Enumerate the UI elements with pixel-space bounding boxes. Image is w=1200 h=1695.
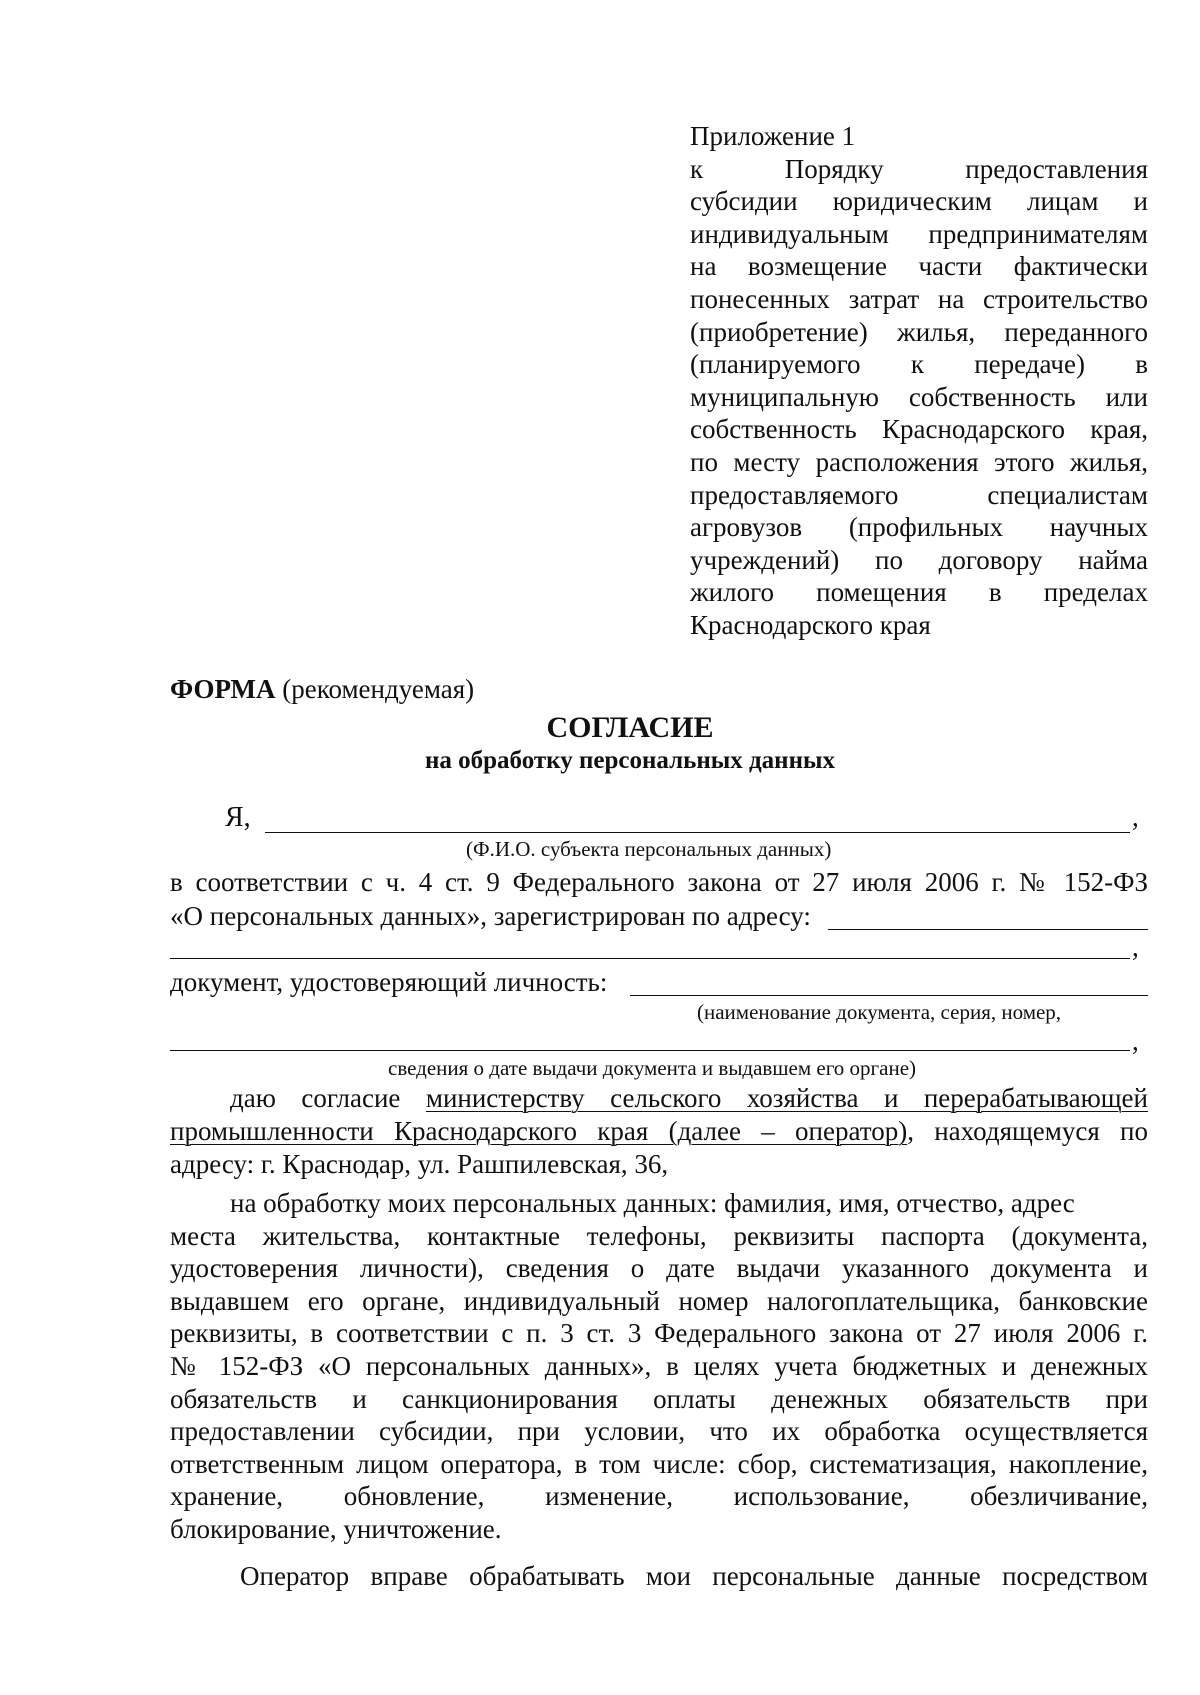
appendix-line: по месту расположения этого жилья, <box>690 446 1148 477</box>
address-row <box>170 900 1148 934</box>
document-label: документ, удостоверяющий личность: <box>170 967 608 997</box>
document-field[interactable] <box>630 995 1148 996</box>
appendix-line: собственность Краснодарского края, <box>690 414 1148 445</box>
processing-line: ответственным лицом оператора, в том числе: сбор, систематизация, накопление, <box>170 1448 1148 1479</box>
appendix-line: субсидии юридическим лицам и <box>690 186 1148 217</box>
appendix-line: к Порядку предоставления <box>690 153 1148 184</box>
appendix-line: понесенных затрат на строительство <box>690 283 1148 314</box>
fio-field[interactable] <box>265 832 1130 833</box>
operator-name-part-1: министерству сельского хозяйства и перерабатывающей <box>425 1083 1148 1113</box>
fio-prefix: Я, <box>225 802 251 833</box>
processing-line: хранение, обновление, изменение, использование, обезличивание, <box>170 1481 1148 1512</box>
appendix-line: агровузов (профильных научных <box>690 512 1148 543</box>
address-continuation-row <box>170 930 1148 964</box>
consent-prefix: даю согласие <box>230 1083 426 1113</box>
address-comma: , <box>1132 932 1139 962</box>
processing-line: реквизиты, в соответствии с п. 3 ст. 3 Федерального закона от 27 июля 2006 г. <box>170 1318 1148 1349</box>
document-continuation-row <box>170 1022 1148 1056</box>
document-subtitle: на обработку персональных данных <box>425 747 835 774</box>
appendix-line: (приобретение) жилья, переданного <box>690 316 1148 347</box>
form-label <box>170 673 474 705</box>
consent-line-1 <box>170 1082 1148 1114</box>
fio-row <box>170 802 1148 836</box>
document-row <box>170 966 1148 1000</box>
operator-name-part-2: промышленности Краснодарского края (далее – оператор) <box>170 1116 908 1146</box>
document-field-continuation[interactable] <box>170 1050 1130 1051</box>
appendix-line: на возмещение части фактически <box>690 251 1148 282</box>
fio-caption: (Ф.И.О. субъекта персональных данных) <box>466 837 832 861</box>
address-label: «О персональных данных», зарегистрирован по адресу: <box>170 901 811 931</box>
appendix-line: муниципальную собственность или <box>690 381 1148 412</box>
law-reference-line: в соответствии с ч. 4 ст. 9 Федерального закона от 27 июля 2006 г. № 152-ФЗ <box>170 867 1148 897</box>
appendix-line: индивидуальным предпринимателям <box>690 218 1148 249</box>
processing-line: блокирование, уничтожение. <box>170 1513 502 1544</box>
document-title: СОГЛАСИЕ <box>546 711 714 744</box>
appendix-block <box>690 120 1148 642</box>
document-comma: , <box>1132 1026 1139 1056</box>
processing-line: предоставлении субсидии, при условии, что их обработка осуществляется <box>170 1416 1148 1447</box>
processing-line: обязательств и санкционирования оплаты денежных обязательств при <box>170 1383 1148 1414</box>
processing-line: выдавшем его органе, индивидуальный номер налогоплательщика, банковские <box>170 1285 1148 1316</box>
appendix-line: жилого помещения в пределах <box>690 577 1148 608</box>
processing-line: № 152-ФЗ «О персональных данных», в целях учета бюджетных и денежных <box>170 1350 1148 1381</box>
appendix-line: Краснодарского края <box>690 609 931 640</box>
processing-line: на обработку моих персональных данных: фамилия, имя, отчество, адрес <box>230 1188 1075 1218</box>
fio-comma: , <box>1132 802 1139 832</box>
appendix-title: Приложение 1 <box>690 121 856 151</box>
operator-rights-line: Оператор вправе обрабатывать мои персональные данные посредством <box>240 1561 1148 1591</box>
consent-line-3: адресу: г. Краснодар, ул. Рашпилевская, 36, <box>170 1149 669 1179</box>
appendix-line: (планируемого к передаче) в <box>690 349 1148 380</box>
form-label-rest: (рекомендуемая) <box>275 674 475 704</box>
appendix-line: учреждений) по договору найма <box>690 544 1148 575</box>
processing-paragraph <box>170 1187 1148 1546</box>
document-caption-2: сведения о дате выдачи документа и выдавшем его органе) <box>388 1056 917 1080</box>
consent-line-2 <box>170 1115 1148 1147</box>
document-caption-1: (наименование документа, серия, номер, <box>697 1000 1062 1024</box>
appendix-line: предоставляемого специалистам <box>690 479 1148 510</box>
consent-suffix: , находящемуся по <box>907 1116 1148 1146</box>
processing-line: места жительства, контактные телефоны, реквизиты паспорта (документа, <box>170 1220 1148 1251</box>
processing-line: удостоверения личности), сведения о дате выдачи указанного документа и <box>170 1253 1148 1284</box>
address-field-continuation[interactable] <box>170 958 1130 959</box>
form-label-bold: ФОРМА <box>170 674 276 704</box>
